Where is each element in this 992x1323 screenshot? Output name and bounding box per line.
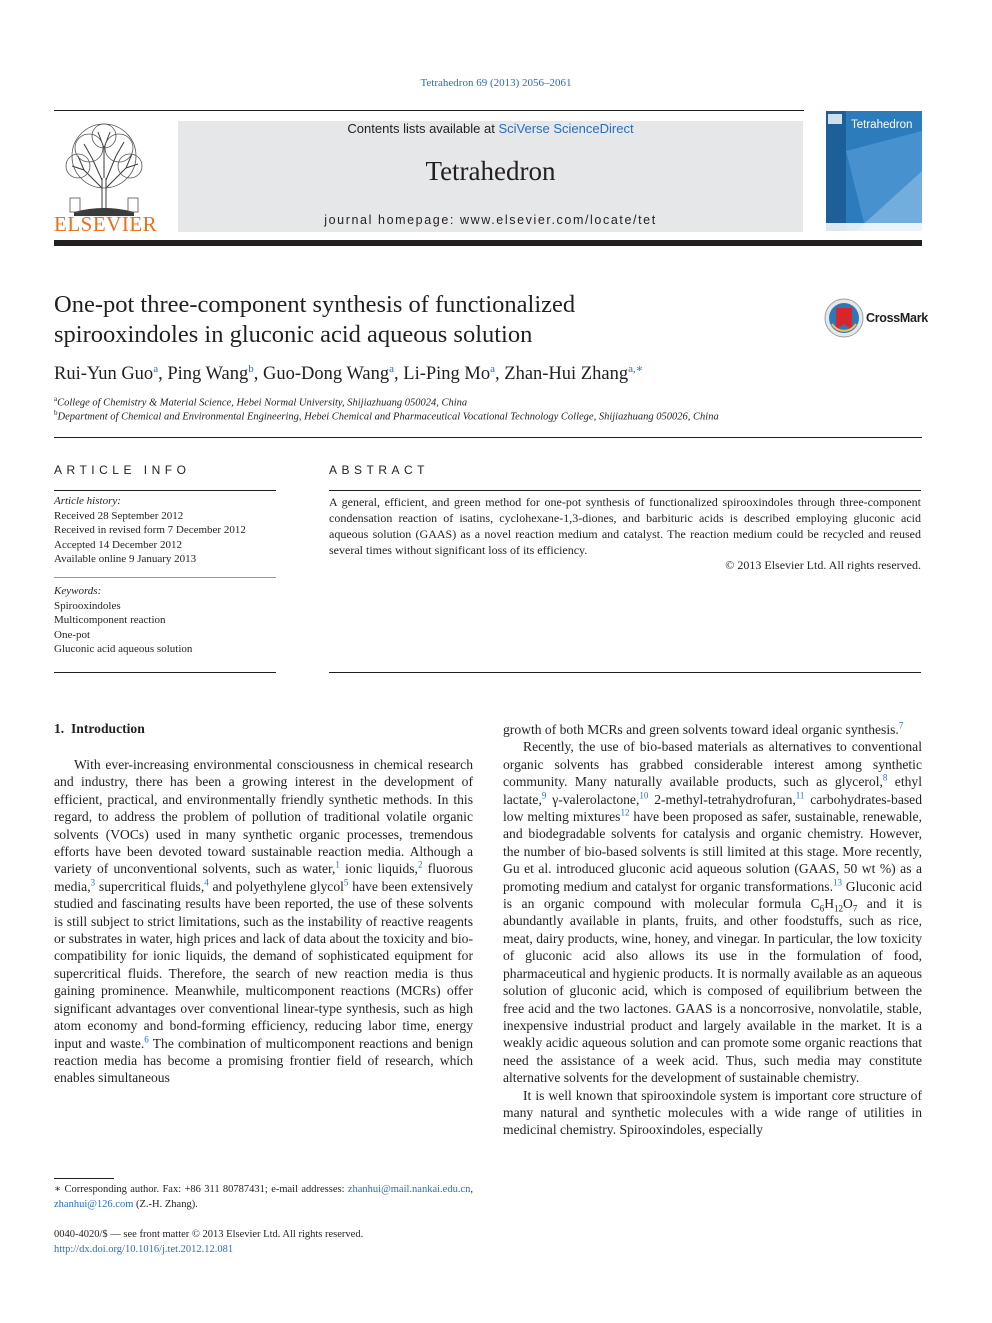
contents-prefix: Contents lists available at [347,121,499,136]
corresponding-author-footnote: ∗ Corresponding author. Fax: +86 311 80787431; e-mail addresses: zhanhui@mail.nankai.edu.cn, zhanhui@126.com (Z.-H. Zhang). [54,1184,473,1210]
intro-paragraph-3: It is well known that spirooxindole system is important core structure of many natural and synthetic molecules with a wide range of utilities in medicinal chemistry. Spirooxindoles, especially [503,1087,922,1138]
author-name[interactable]: Guo-Dong Wang [263,364,390,385]
citation-link[interactable]: 8 [882,772,888,783]
email-link[interactable]: zhanhui@126.com [54,1198,134,1210]
citation-link[interactable]: 10 [639,790,649,801]
affiliation-text: College of Chemistry & Material Science, Hebei Normal University, Shijiazhuang 050024, China [57,397,468,409]
author-name[interactable]: Li-Ping Mo [403,364,491,385]
article-info-bottom-rule [54,672,276,673]
article-title-line2: spirooxindoles in gluconic acid aqueous solution [54,321,533,348]
elsevier-wordmark: ELSEVIER [54,212,158,236]
citation-link[interactable]: 9 [541,790,547,801]
intro-paragraph-continued: growth of both MCRs and green solvents toward ideal organic synthesis.$^7$ [503,720,904,737]
author-name[interactable]: Rui-Yun Guo [54,364,154,385]
author-affiliation-marker[interactable]: a [490,363,496,375]
keywords-rule [54,577,276,578]
email-link[interactable]: zhanhui@mail.nankai.edu.cn [347,1184,471,1195]
author-affiliation-marker[interactable]: a [389,363,395,375]
citation-link[interactable]: 12 [620,807,630,818]
right-column [503,721,922,1139]
abstract-copyright: © 2013 Elsevier Ltd. All rights reserved. [725,558,921,572]
author-name[interactable]: Ping Wang [167,364,249,385]
abstract-bottom-rule [329,672,921,673]
citation-link[interactable]: 7 [898,720,904,731]
affiliation-a [54,395,922,409]
doi-link[interactable]: http://dx.doi.org/10.1016/j.tet.2012.12.081 [54,1243,234,1255]
keywords-label: Keywords: [54,585,102,597]
citation-link[interactable]: 4 [204,877,209,888]
section-number: 1. [54,721,65,736]
citation-link[interactable]: 3 [90,877,96,888]
abstract-rule [329,490,921,491]
affiliation-rule [54,437,922,438]
article-title [54,290,754,350]
article-history [54,494,276,567]
bottom-matter [54,1228,504,1257]
journal-name: Tetrahedron [425,156,556,186]
author-name[interactable]: Zhan-Hui Zhang [504,364,629,385]
keyword: Multicomponent reaction [54,614,166,626]
header-thick-rule [54,240,922,246]
affiliation-key: a [54,395,58,403]
keywords [54,584,276,657]
citation-link[interactable]: 1 [335,859,340,870]
article-info-heading: ARTICLE INFO [54,463,191,477]
journal-homepage-link[interactable]: journal homepage: www.elsevier.com/locate/tet [324,213,657,227]
history-item: Accepted 14 December 2012 [54,538,182,551]
history-label: Article history: [54,495,121,507]
history-item: Available online 9 January 2013 [54,553,197,565]
citation-link[interactable]: 2 [417,859,423,870]
citation-link[interactable]: 5 [343,877,349,888]
journal-reference-link[interactable]: Tetrahedron 69 (2013) 2056–2061 [420,77,572,89]
cover-title: Tetrahedron [851,119,913,131]
keyword: Spirooxindoles [54,599,121,612]
crossmark-icon[interactable] [824,298,864,338]
keyword: One-pot [54,628,91,641]
abstract-text: A general, efficient, and green method for one-pot synthesis of functionalized spirooxindoles through three-component condensation reaction of isatins, cyclohexane-1,3-diones, and barbituric acids is described employing gluconic acid aqueous solution (GAAS) as a novel reaction medium and catalyst. The reaction medium could be recycled and reused several times without significant loss of its efficiency. [329,495,921,557]
affiliation-b [54,409,922,423]
affiliation-text: Department of Chemical and Environmental Engineering, Hebei Chemical and Pharmaceutical Vocational Technology College, Shijiazhuang 050026, China [57,411,719,423]
crossmark-label[interactable]: CrossMark [866,311,928,325]
issn-line: 0040-4020/$ — see front matter © 2013 Elsevier Ltd. All rights reserved. [54,1229,364,1240]
contents-line [178,121,803,136]
top-rule [54,110,804,111]
intro-paragraph-1: With ever-increasing environmental consciousness in chemical research and industry, there has been a growing interest in the development of efficient, practical, and environmentally friendly synthetic methods. In this regard, to address the problem of pollution of traditional volatile organic solvents (VOCs) used in many synthetic organic processes, tremendous efforts have been devoted toward sustainable reaction media. Although a variety of unconventional solvents, such as water,$^1$ ionic liquids,$^2$ fluorous media,$^3$ supercritical fluids,$^4$ and polyethylene glycol$^5$ have been extensively studied and fascinating results have been reported, the use of these solvents is still subject to strict limitations, such as the instability of reactive reagents or substrates in water, high prices and lack of data about the toxicity and bio-compatibility for ionic liquids, the demand of sophisticated equipment for supercritical fluids. Therefore, the search of new reaction media is thus gaining prominence. Meanwhile, multicomponent reactions (MCRs) offer significant advantages over conventional linear-type synthesis, such as high atom economy and bond-forming efficiency, reducing labor time, energy input and waste.$^6$ The combination of multicomponent reactions and benign reaction media has become a promising frontier field of research, which enables simultaneous [54,757,473,1086]
section-title: Introduction [71,721,145,736]
author-affiliation-marker[interactable]: b [248,363,254,375]
abstract-heading: ABSTRACT [329,463,430,477]
keyword: Gluconic acid aqueous solution [54,643,193,655]
section-heading-introduction [54,721,145,737]
sciencedirect-link[interactable]: SciVerse ScienceDirect [498,121,634,136]
citation-link[interactable]: 11 [795,790,805,801]
left-column [54,756,473,1087]
intro-paragraph-2: Recently, the use of bio-based materials as alternatives to conventional organic solvents has grabbed considerable interest among synthetic community. Many naturally available products, such as glycerol,$^8$ ethyl lactate,$^9$ γ-valerolactone,$^{10}$ 2-methyl-tetrahydrofuran,$^{11}$ carbohydrates-based low melting mixtures$^{12}$ have been proposed as safer, sustainable, renewable, and biodegradable solvents for catalysis and organic chemistry. However, the number of bio-based solvents is still limited at this stage. More recently, Gu et al. introduced gluconic acid aqueous solution (GAAS, 50 wt %) as a promoting medium and catalyst for organic transformations.$^{13}$ Gluconic acid is an organic compound with molecular formula $C_6H_{12}O_7$ and it is abundantly available in plants, fruits, and other foodstuffs, such as rice, meat, dairy products, wine, honey, and vinegar. In particular, the low toxicity of gluconic acid also allows its use in the formulation of food, pharmaceutical and hygienic products. It is normally available as an aqueous solution of gluconic acid, which is composed of equilibrium between the free acid and the two lactones. GAAS is a noncorrosive, nonvolatile, stable, inexpensive industrial product and largely available in the market. It is a weakly acidic aqueous solution and can promote some organic reactions that need the assistance of a week acid. Thus, such media may constitute alternative solvents for the development of sustainable chemistry. [503,739,922,1086]
citation-link[interactable]: 6 [144,1033,149,1044]
affiliation-key: b [54,409,58,417]
footnote-rule [54,1178,114,1179]
history-item: Received in revised form 7 December 2012 [54,524,246,536]
history-item: Received 28 September 2012 [54,509,184,522]
author-affiliation-marker[interactable]: a,∗ [628,363,644,375]
citation-link[interactable]: 13 [833,877,842,888]
author-affiliation-marker[interactable]: a [153,363,159,375]
article-info-rule [54,490,276,491]
author-list: Rui-Yun Guo$^a$, Ping Wang$^b$, Guo-Dong Wang$^a$, Li-Ping Mo$^a$, Zhan-Hui Zhang$^{a,∗}$ [54,363,644,385]
article-title-line1: One-pot three-component synthesis of functionalized [54,291,576,318]
